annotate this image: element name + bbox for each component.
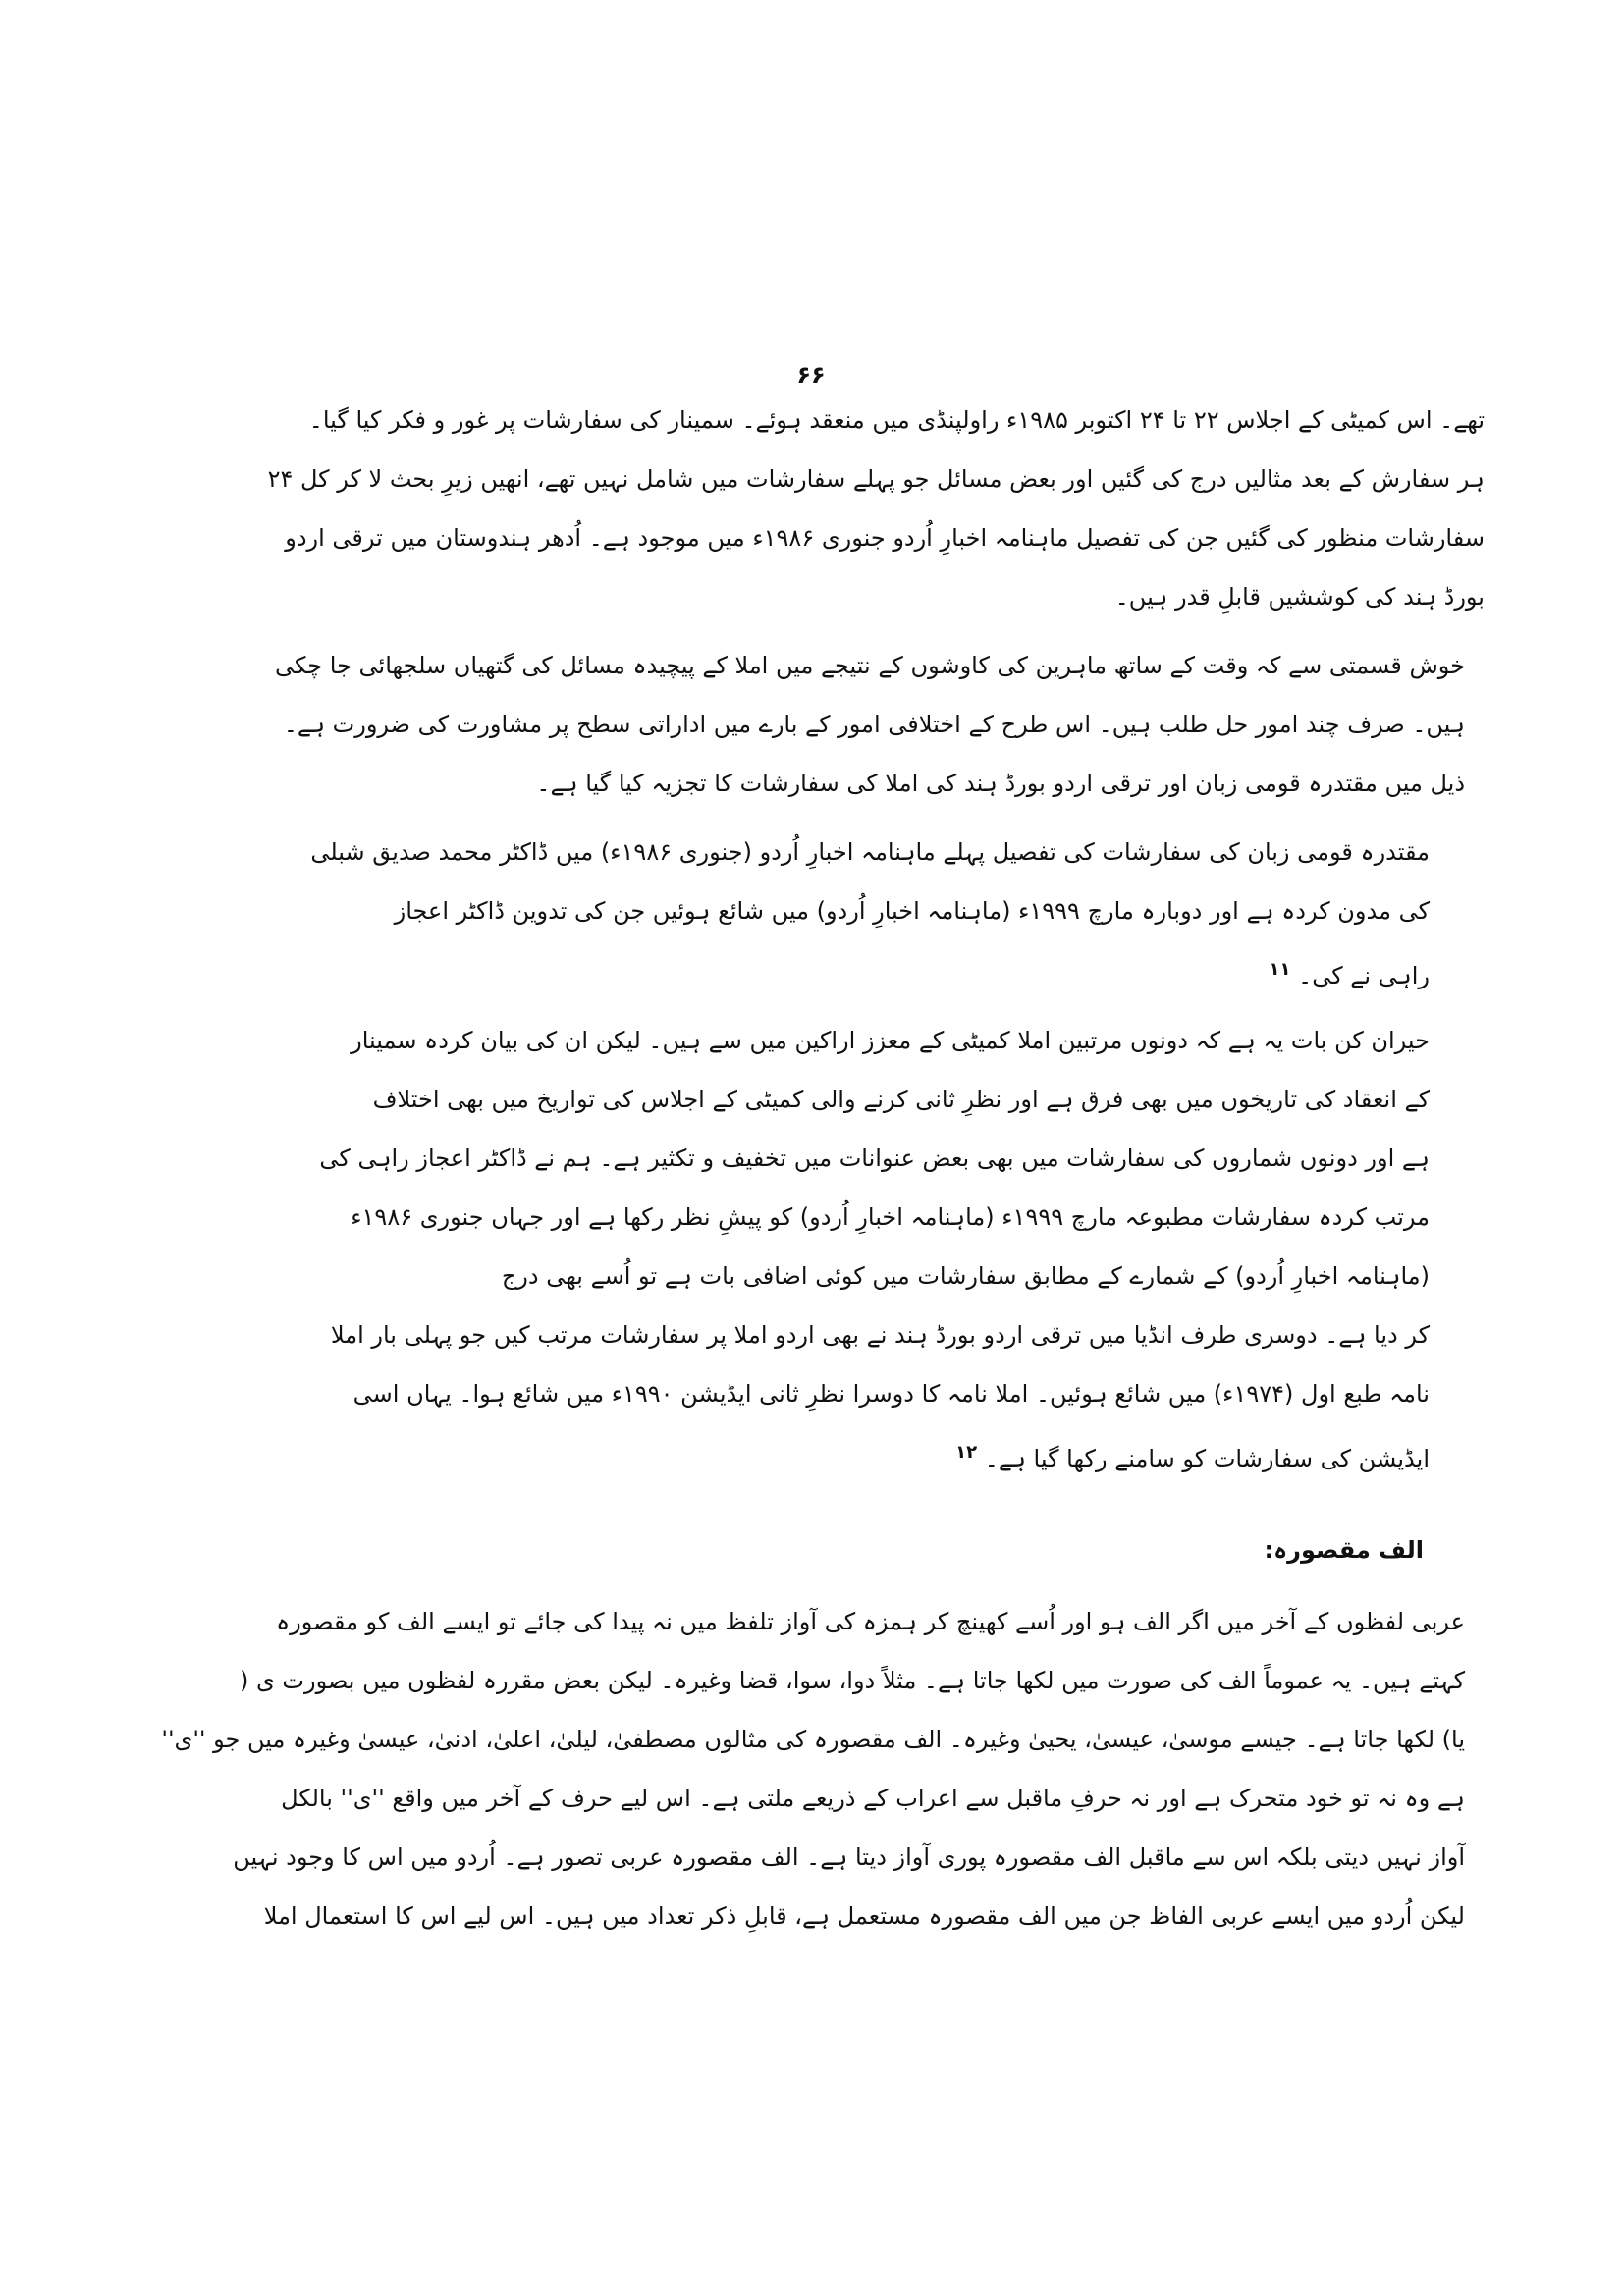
paragraph-line: ہے وہ نہ تو خود متحرک ہے اور نہ حرفِ ماقبل سے اعراب کے ذریعے ملتی ہے۔ اس لیے حرف کے آخر میں واقع ''ی'' بالکل: [281, 1785, 1465, 1812]
section-heading: الف مقصورہ:: [1264, 1536, 1424, 1564]
quote-line: کی مدون کردہ ہے اور دوبارہ مارچ ۱۹۹۹ء (ماہنامہ اخبارِ اُردو) میں شائع ہوئیں جن کی تدوین ڈاکٹر اعجاز: [394, 897, 1430, 925]
paragraph-line: کہتے ہیں۔ یہ عموماً الف کی صورت میں لکھا جاتا ہے۔ مثلاً دوا، سوا، قضا وغیرہ۔ لیکن بعض مقررہ لفظوں میں بصورت ی (: [239, 1667, 1465, 1694]
quote-line: مرتب کردہ سفارشات مطبوعہ مارچ ۱۹۹۹ء (ماہنامہ اخبارِ اُردو) کو پیشِ نظر رکھا ہے اور جہاں جنوری ۱۹۸۶ء: [351, 1203, 1430, 1231]
paragraph-line: سفارشات منظور کی گئیں جن کی تفصیل ماہنامہ اخبارِ اُردو جنوری ۱۹۸۶ء میں موجود ہے۔ اُدھر ہندوستان میں ترقی اردو: [285, 524, 1485, 552]
paragraph-line: خوش قسمتی سے کہ وقت کے ساتھ ماہرین کی کاوشوں کے نتیجے میں املا کے پیچیدہ مسائل کی گتھیاں سلجھائی جا چکی: [275, 652, 1465, 679]
footnote-ref-12: ۱۲: [955, 1442, 978, 1463]
quote-line: (ماہنامہ اخبارِ اُردو) کے شمارے کے مطابق سفارشات میں کوئی اضافی بات ہے تو اُسے بھی درج: [501, 1262, 1430, 1290]
paragraph-line: بورڈ ہند کی کوششیں قابلِ قدر ہیں۔: [1114, 583, 1485, 611]
paragraph-1: [267, 391, 1485, 626]
block-quote-1: [310, 823, 1430, 999]
quote-text: راہی نے کی۔: [1298, 962, 1430, 989]
quote-line: کر دیا ہے۔ دوسری طرف انڈیا میں ترقی اردو بورڈ ہند نے بھی اردو املا پر سفارشات مرتب کیں جو پہلی بار املا: [330, 1321, 1430, 1349]
quote-line: حیران کن بات یہ ہے کہ دونوں مرتبین املا کمیٹی کے معزز اراکین میں سے ہیں۔ لیکن ان کی بیان کردہ سمینار: [351, 1027, 1430, 1054]
quote-text: ایڈیشن کی سفارشات کو سامنے رکھا گیا ہے۔: [984, 1445, 1430, 1472]
paragraph-line: آواز نہیں دیتی بلکہ اس سے ماقبل الف مقصورہ پوری آواز دیتا ہے۔ الف مقصورہ عربی تصور ہے۔ اُردو میں اس کا وجود نہیں: [233, 1843, 1465, 1871]
quote-line: [389, 940, 1430, 999]
paragraph-line: یا) لکھا جاتا ہے۔ جیسے موسیٰ، عیسیٰ، یحییٰ وغیرہ۔ الف مقصورہ کی مثالوں مصطفیٰ، لیلیٰ، اعلیٰ، ادنیٰ، عیسیٰ وغیرہ میں جو ''ی'': [161, 1726, 1465, 1753]
page-number: ۶۶: [796, 361, 826, 389]
block-quote-2: [319, 1011, 1430, 1482]
quote-line: کے انعقاد کی تاریخوں میں بھی فرق ہے اور نظرِ ثانی کرنے والی کمیٹی کے اجلاس کی تواریخ میں بھی اختلاف: [372, 1086, 1430, 1113]
paragraph-3: [161, 1592, 1465, 1946]
paragraph-line: عربی لفظوں کے آخر میں اگر الف ہو اور اُسے کھینچ کر ہمزہ کی آواز تلفظ میں نہ پیدا کی جائے تو ایسے الف کو مقصورہ: [276, 1608, 1465, 1635]
paragraph-line: لیکن اُردو میں ایسے عربی الفاظ جن میں الف مقصورہ مستعمل ہے، قابلِ ذکر تعداد میں ہیں۔ اس لیے اس کا استعمال املا: [263, 1902, 1465, 1930]
paragraph-line: ہر سفارش کے بعد مثالیں درج کی گئیں اور بعض مسائل جو پہلے سفارشات میں شامل نہیں تھے، انھیں زیرِ بحث لا کر کل ۲۴: [267, 465, 1485, 493]
paragraph-line: ذیل میں مقتدرہ قومی زبان اور ترقی اردو بورڈ ہند کی املا کی سفارشات کا تجزیہ کیا گیا ہے۔: [536, 770, 1465, 797]
quote-line: [389, 1423, 1430, 1482]
quote-line: مقتدرہ قومی زبان کی سفارشات کی تفصیل پہلے ماہنامہ اخبارِ اُردو (جنوری ۱۹۸۶ء) میں ڈاکٹر محمد صدیق شبلی: [310, 838, 1430, 866]
quote-line: ہے اور دونوں شماروں کی سفارشات میں بھی بعض عنوانات میں تخفیف و تکثیر ہے۔ ہم نے ڈاکٹر اعجاز راہی کی: [319, 1145, 1430, 1172]
paragraph-2: [275, 636, 1465, 813]
footnote-ref-11: ۱۱: [1269, 959, 1291, 980]
paragraph-line: تھے۔ اس کمیٹی کے اجلاس ۲۲ تا ۲۴ اکتوبر ۱۹۸۵ء راولپنڈی میں منعقد ہوئے۔ سمینار کی سفارشات پر غور و فکر کیا گیا۔: [308, 406, 1485, 434]
paragraph-line: ہیں۔ صرف چند امور حل طلب ہیں۔ اس طرح کے اختلافی امور کے بارے میں اداراتی سطح پر مشاورت کی ضرورت ہے۔: [283, 711, 1465, 738]
quote-line: نامہ طبع اول (۱۹۷۴ء) میں شائع ہوئیں۔ املا نامہ کا دوسرا نظرِ ثانی ایڈیشن ۱۹۹۰ء میں شائع ہوا۔ یہاں اسی: [352, 1380, 1430, 1408]
